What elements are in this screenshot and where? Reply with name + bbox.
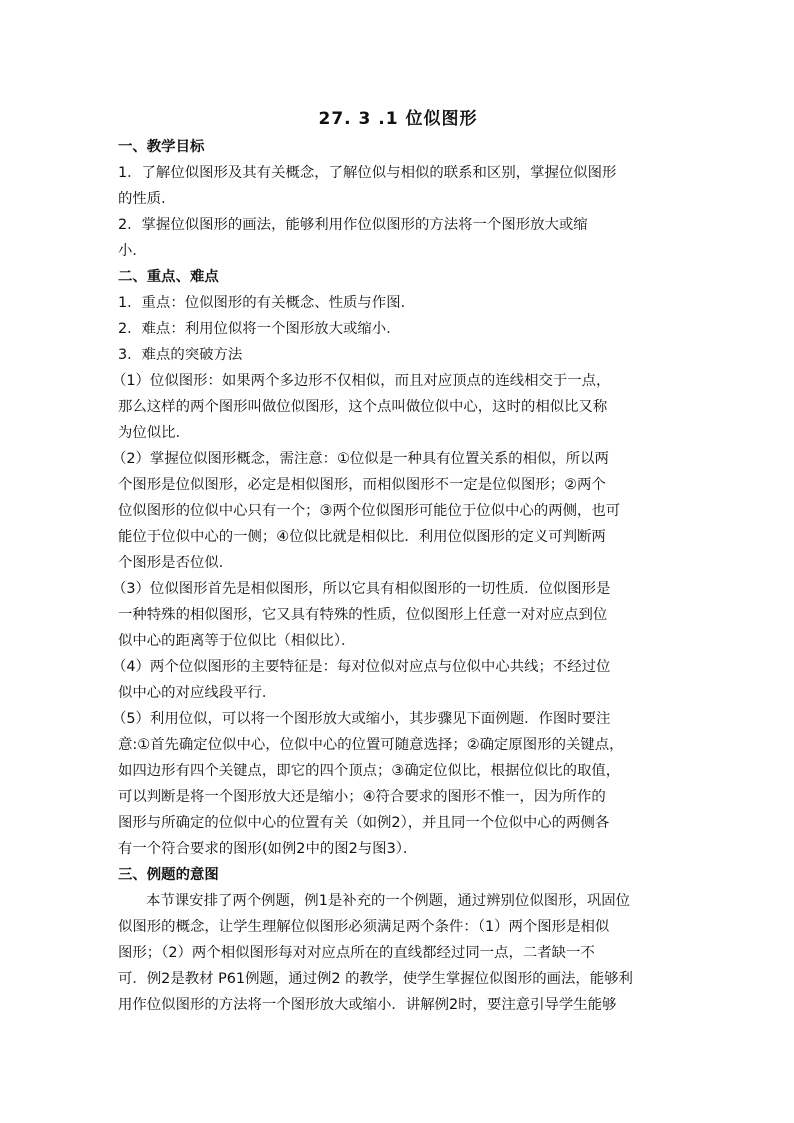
section-heading: 二、重点、难点	[118, 269, 219, 285]
paragraph-line: 2．难点：利用位似将一个图形放大或缩小．	[118, 321, 401, 337]
paragraph-line: 个图形是位似图形，必定是相似图形，而相似图形不一定是位似图形；②两个	[118, 477, 606, 493]
paragraph-line: 可以判断是将一个图形放大还是缩小；④符合要求的图形不惟一，因为所作的	[118, 789, 606, 805]
paragraph-line: 的性质．	[118, 191, 176, 207]
paragraph-line: 有一个符合要求的图形(如例2中的图2与图3）．	[118, 841, 418, 857]
paragraph-line: 那么这样的两个图形叫做位似图形，这个点叫做位似中心，这时的相似比又称	[118, 399, 608, 415]
paragraph-line: 1．重点：位似图形的有关概念、性质与作图．	[118, 295, 415, 311]
paragraph-line: 图形与所确定的位似中心的位置有关（如例2），并且同一个位似中心的两侧各	[118, 815, 610, 831]
paragraph-line: 图形；（2）两个相似图形每对对应点所在的直线都经过同一点，二者缺一不	[118, 945, 595, 961]
paragraph-line: 似中心的对应线段平行．	[118, 685, 277, 701]
paragraph-line: 一种特殊的相似图形，它又具有特殊的性质，位似图形上任意一对对应点到位	[118, 607, 608, 623]
document-body	[112, 134, 678, 1018]
paragraph-line: 个图形是否位似．	[118, 555, 234, 571]
document-title: 27. 3 .1 位似图形	[318, 109, 478, 129]
paragraph-line: 为位似比．	[118, 425, 190, 441]
paragraph-line: 可．例2是教材 P61例题，通过例2 的教学，使学生掌握位似图形的画法，能够利	[118, 971, 633, 987]
paragraph-line: 2．掌握位似图形的画法，能够利用作位似图形的方法将一个图形放大或缩	[118, 217, 588, 233]
paragraph-line: 意:①首先确定位似中心，位似中心的位置可随意选择；②确定原图形的关键点，	[118, 737, 624, 753]
paragraph-line: 1．了解位似图形及其有关概念，了解位似与相似的联系和区别，掌握位似图形	[118, 165, 617, 181]
paragraph-line: 似中心的距离等于位似比（相似比）．	[118, 633, 356, 649]
paragraph-line: （4）两个位似图形的主要特征是：每对位似对应点与位似中心共线；不经过位	[112, 659, 611, 675]
paragraph-line: 用作位似图形的方法将一个图形放大或缩小．讲解例2时，要注意引导学生能够	[118, 997, 617, 1013]
paragraph-line: （2）掌握位似图形概念，需注意：①位似是一种具有位置关系的相似，所以两	[112, 451, 609, 467]
paragraph-line: 似图形的概念，让学生理解位似图形必须满足两个条件：（1）两个图形是相似	[118, 919, 610, 935]
paragraph-line: 能位于位似中心的一侧；④位似比就是相似比．利用位似图形的定义可判断两	[118, 529, 606, 545]
paragraph-line: 本节课安排了两个例题，例1是补充的一个例题，通过辨别位似图形，巩固位	[146, 893, 631, 909]
paragraph-line: 位似图形的位似中心只有一个；③两个位似图形可能位于位似中心的两侧，也可	[118, 503, 621, 519]
paragraph-line: 小．	[118, 243, 147, 259]
paragraph-line: （3）位似图形首先是相似图形，所以它具有相似图形的一切性质．位似图形是	[112, 581, 611, 597]
section-heading: 三、例题的意图	[118, 867, 219, 883]
paragraph-line: （1）位似图形：如果两个多边形不仅相似，而且对应顶点的连线相交于一点，	[112, 373, 611, 389]
paragraph-line: 3．难点的突破方法	[118, 347, 243, 363]
section-heading: 一、教学目标	[118, 139, 205, 155]
paragraph-line: 如四边形有四个关键点，即它的四个顶点；③确定位似比，根据位似比的取值，	[118, 763, 621, 779]
document-page	[112, 104, 678, 1018]
paragraph-line: （5）利用位似，可以将一个图形放大或缩小，其步骤见下面例题．作图时要注	[112, 711, 611, 727]
